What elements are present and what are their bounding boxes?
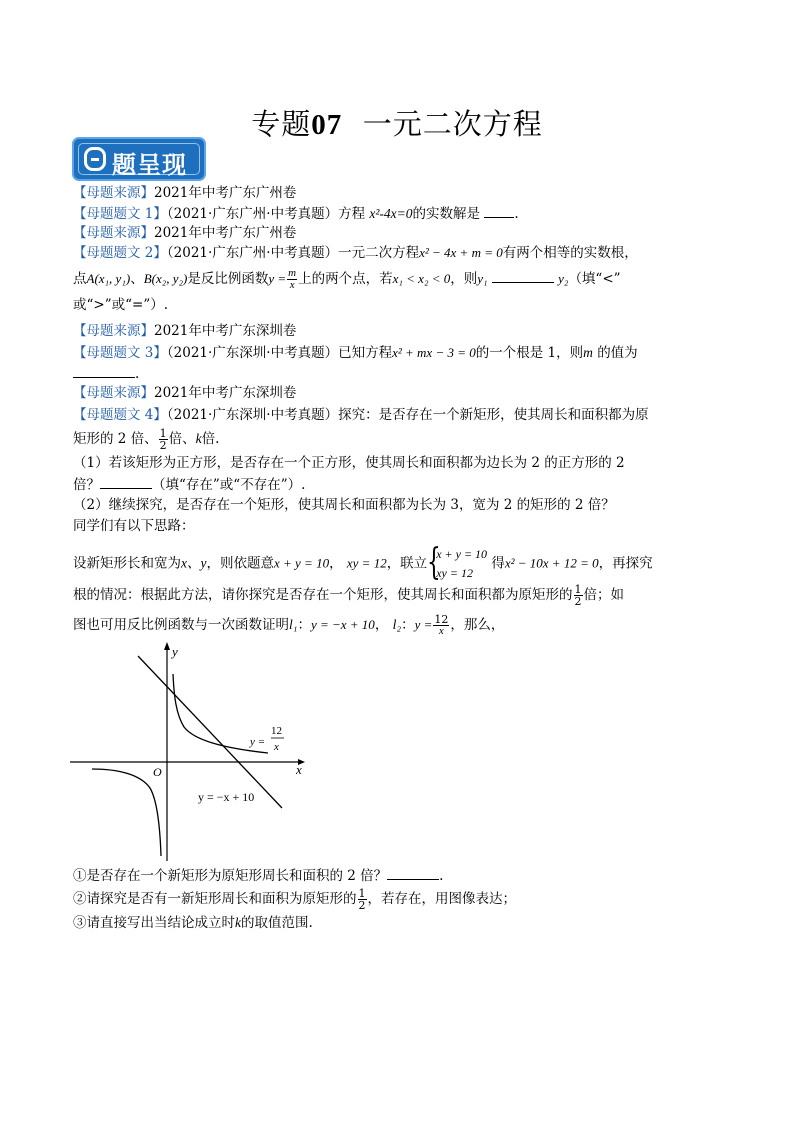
part-1-cont [73,475,305,494]
text: ，则 [450,271,478,287]
system-eq-1: x + y = 10 [436,547,488,561]
var-m: m [583,345,593,360]
text: ，联立 [386,555,428,572]
answer-blank[interactable] [100,475,152,489]
problem-tail: 有两个相等的实数根， [502,245,638,261]
numerator: 12 [434,613,449,626]
text: 的取值范围. [241,915,313,931]
text: 或“>”或“=”）. [73,297,169,313]
source-tag: 【母题来源】 [73,185,154,201]
text: 是反比例函数 [187,271,269,287]
text: . [439,868,444,884]
source-tag: 【母题来源】 [73,385,154,401]
title-main: 一元二次方程 [362,107,543,141]
source-tag: 【母题来源】 [73,225,154,241]
function-graph [62,636,312,866]
numerator: 1 [358,887,366,900]
text: （填“存在”或“不存在”）. [152,477,306,493]
problem-tag: 【母题题文 1】 [73,206,167,222]
curve-label-den: x [274,741,279,753]
denominator: 2 [159,439,167,452]
question-3 [73,914,313,932]
part-2-explore [73,584,624,607]
text: 、 [130,271,144,287]
text: 的值为 [597,345,638,361]
point-a: A(x₁, y₁) [86,271,131,286]
text: （1）若该矩形为正方形，是否存在一个正方形，使其周长和面积都为边长为 2 的正方形的 2 [73,455,625,471]
source-text: 2021年中考广东深圳卷 [154,323,297,339]
denominator: 2 [574,595,582,608]
fraction [287,268,297,291]
problem-tag: 【母题题文 2】 [73,245,167,261]
line-l2: l₂ [392,617,402,632]
part-2 [73,496,615,514]
source-line-4 [73,384,296,402]
text: ， [374,617,389,633]
part-2-hint [73,517,195,535]
source-line-3 [73,322,296,340]
equation: x² + mx − 3 = 0 [392,345,476,360]
text: ，若存在，用图像表达； [367,891,516,907]
text: 同学们有以下思路： [73,518,195,534]
answer-blank[interactable] [387,866,439,880]
problem-tail: 的实数解是 [412,206,481,222]
var-k: k [195,431,202,446]
text: ①是否存在一个新矩形为原矩形周长和面积的 2 倍？ [73,868,388,884]
title-number: 07 [311,109,343,141]
problem-text: （2021·广东深圳·中考真题）已知方程 [166,345,393,361]
problem-2 [73,244,638,262]
answer-blank[interactable] [484,204,514,218]
line-graph [138,656,282,808]
part-2-method [73,542,653,583]
system-eq-2: xy = 12 [436,566,473,580]
numerator: 1 [574,583,582,596]
text: ，则依题意 [206,555,274,572]
numerator: 1 [159,427,167,440]
text: 倍. [201,431,220,447]
text: 根的情况：根据此方法，请你探究是否存在一个矩形，使其周长和面积都为原矩形的 [73,587,573,603]
text: 矩形的 2 倍、 [73,431,158,447]
text: ，再探究 [598,555,653,572]
section-badge [72,137,206,181]
question-2 [73,888,516,911]
problem-text: （2021·广东深圳·中考真题）探究：是否存在一个新矩形，使其周长和面积都为原 [166,407,649,423]
badge-logo-icon [84,147,106,171]
text: ③请直接写出当结论成立时 [73,915,235,931]
source-line-2 [73,224,296,242]
text: 倍；如 [583,587,624,603]
problem-text: （2021·广东广州·中考真题）一元二次方程 [166,245,420,261]
origin-label: O [153,765,162,779]
equation: x² − 10x + 12 = 0 [504,555,599,571]
text: ，那么， [450,617,505,633]
vars-xy: x、y [181,555,207,571]
function-lhs: y = [268,271,287,286]
badge-label: 题呈现 [112,151,187,179]
source-line-1 [73,184,296,202]
text: （2）继续探究，是否存在一个矩形，使其周长和面积都为长为 3，宽为 2 的矩形的 2 倍？ [73,497,615,513]
problem-tag: 【母题题文 4】 [73,407,167,423]
text: 上的两个点，若 [298,271,393,287]
fraction [574,584,583,607]
problem-2-end [73,296,168,314]
point-b: B(x₂, y₂) [143,271,188,286]
problem-3-blank [73,364,139,383]
condition: x₁ < x₂ < 0 [392,271,451,286]
function-lhs: y = [414,617,433,632]
source-tag: 【母题来源】 [73,323,154,339]
problem-text: （2021·广东广州·中考真题）方程 [166,206,366,222]
equation: y = −x + 10 [310,617,375,632]
curve-label-num: 12 [271,725,282,737]
text: ： [297,617,311,633]
problem-1: 【母题题文 1】（2021·广东广州·中考真题）方程 x²-4x=0的实数解是 . [73,206,519,222]
part-1 [73,454,625,472]
text: ： [401,617,415,633]
y-axis-arrow-icon [164,642,170,650]
curve-label: y = [250,736,266,748]
problem-2-cont [73,268,621,291]
fraction [358,888,367,911]
text: 得 [491,555,505,572]
y-axis-label: y [172,644,178,659]
problem-tag: 【母题题文 3】 [73,345,167,361]
var-y1: y₁ [477,271,488,286]
var-y2: y₂ [558,271,569,286]
fraction [433,614,449,637]
text: 设新矩形长和宽为 [73,555,181,572]
answer-blank[interactable] [492,269,554,283]
problem-4 [73,406,649,424]
var-k: k [235,915,241,930]
answer-blank[interactable] [73,364,135,378]
text: ②请探究是否有一新矩形周长和面积为原矩形的 [73,891,357,907]
problem-3 [73,344,638,362]
x-axis-label: x [296,762,302,777]
text: 图也可用反比例函数与一次函数证明 [73,617,289,633]
brace-icon: { [427,542,441,583]
equation: x + y = 10 [273,555,330,571]
question-1 [73,866,443,885]
equation-system [427,542,488,583]
part-2-graph-intro [73,614,504,637]
text: ， [329,555,343,572]
denominator: 2 [358,899,366,912]
problem-tail: 的一个根是 1，则 [475,345,584,361]
denominator: x [438,625,444,637]
numerator: m [288,267,297,279]
equation: x²-4x=0 [369,206,413,221]
hyperbola-branch-2 [92,769,161,856]
text: 倍？ [73,477,100,493]
text: . [135,366,140,382]
line-label: y = −x + 10 [198,790,255,804]
text: 点 [73,271,87,287]
fraction [159,428,168,451]
denominator: x [289,279,295,291]
source-text: 2021年中考广东深圳卷 [154,385,297,401]
text: 倍、 [168,431,196,447]
problem-4-cont [73,428,219,451]
source-text: 2021年中考广东广州卷 [154,225,297,241]
text: （填“<” [568,271,621,287]
line-l1: l₁ [289,617,298,632]
equation: xy = 12 [346,555,387,571]
equation: x² − 4x + m = 0 [419,245,503,260]
title-prefix: 专题 [251,107,312,141]
source-text: 2021年中考广东广州卷 [154,185,297,201]
